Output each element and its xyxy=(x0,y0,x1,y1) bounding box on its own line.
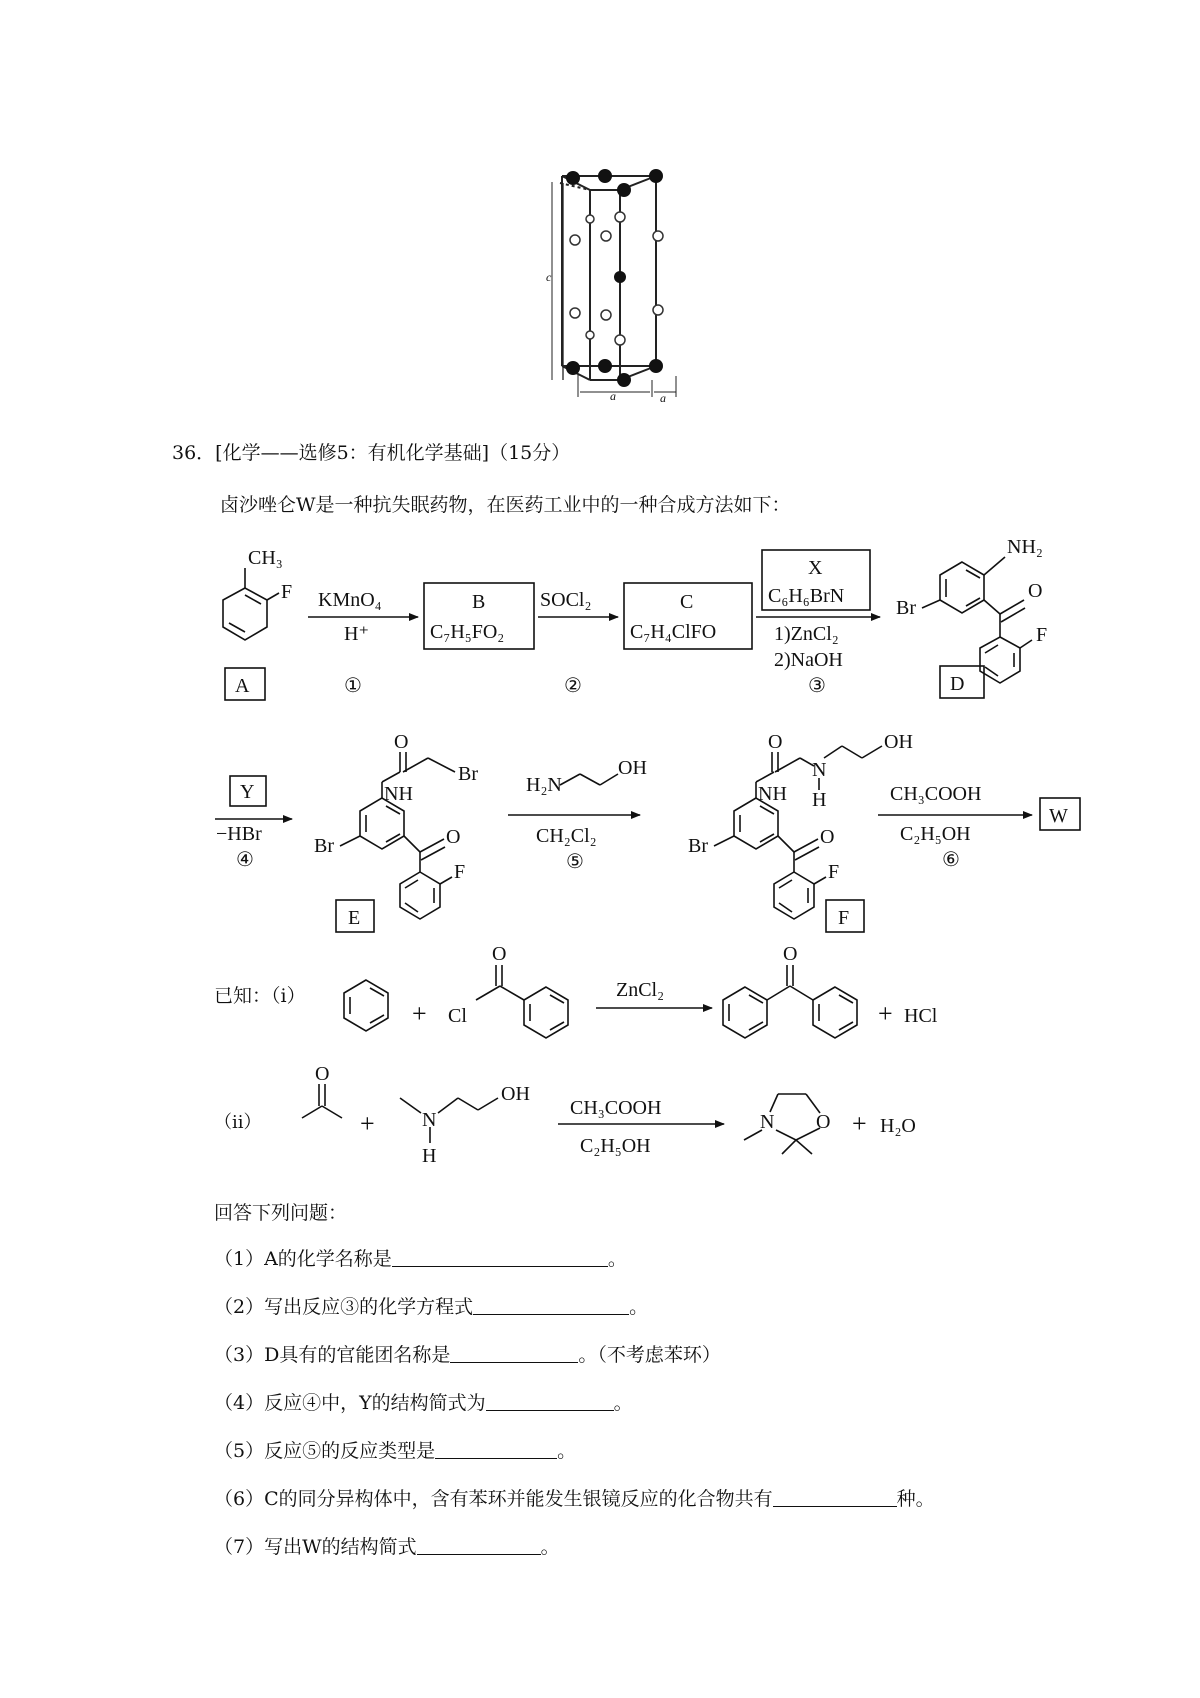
answer-prompt: 回答下列问题： xyxy=(214,1202,348,1224)
r2-plus: + xyxy=(360,1109,375,1138)
e-o: O xyxy=(394,731,409,753)
question-1: （1）A的化学名称是 。 xyxy=(214,1248,627,1270)
benzene-structure xyxy=(344,980,388,1031)
f-h: H xyxy=(812,789,827,811)
r2-plus2: + xyxy=(852,1109,867,1138)
r2-n: N xyxy=(422,1109,437,1131)
benzophenone-structure xyxy=(723,965,857,1038)
question-4: （4）反应④中，Y的结构简式为 。 xyxy=(214,1392,633,1414)
crystal-a-label-2: a xyxy=(660,391,666,405)
step3-num: ③ xyxy=(808,675,826,697)
answer-blank-6[interactable] xyxy=(773,1486,897,1507)
box-y xyxy=(230,776,266,806)
box-c xyxy=(624,583,752,649)
f-n: N xyxy=(812,759,827,781)
e-o2: O xyxy=(446,826,461,848)
label-f: F xyxy=(838,907,850,929)
compound-e-structure xyxy=(340,752,455,919)
d-f: F xyxy=(1036,624,1048,646)
oxazolidine-structure xyxy=(744,1094,820,1154)
question-3: （3）D具有的官能团名称是 。（不考虑苯环） xyxy=(214,1344,721,1366)
b-name: B xyxy=(472,591,486,613)
r1-plus2: + xyxy=(878,999,893,1028)
step2-num: ② xyxy=(564,675,582,697)
e-nh: NH xyxy=(384,783,413,805)
a-f: F xyxy=(281,581,293,603)
w-label: W xyxy=(1049,805,1068,827)
step6-num: ⑥ xyxy=(942,849,960,871)
r2-n2: N xyxy=(760,1111,775,1133)
x-name: X xyxy=(808,557,823,579)
r2-reagent: CH₃COOH xyxy=(570,1097,662,1119)
step1-num: ① xyxy=(344,675,362,697)
step5-oh: OH xyxy=(618,757,647,779)
r2-o2: O xyxy=(816,1111,831,1133)
label-box-d xyxy=(940,666,984,698)
r2-h: H xyxy=(422,1145,437,1167)
r2-o: O xyxy=(315,1063,330,1085)
answer-blank-5[interactable] xyxy=(435,1438,557,1459)
step6-solvent: C₂H₅OH xyxy=(900,823,971,845)
f-o2: O xyxy=(820,826,835,848)
box-x xyxy=(762,550,870,610)
r1-plus: + xyxy=(412,999,427,1028)
label-box-a xyxy=(225,668,265,700)
r2-solvent: C₂H₅OH xyxy=(580,1135,651,1157)
label-d: D xyxy=(950,673,965,695)
question-intro: 卤沙唑仑W是一种抗失眠药物，在医药工业中的一种合成方法如下： xyxy=(220,494,791,516)
answer-blank-2[interactable] xyxy=(473,1294,629,1315)
known-label: 已知：（ⅰ） xyxy=(214,985,306,1007)
box-w xyxy=(1040,798,1080,830)
step1-cond: H⁺ xyxy=(344,623,369,645)
question-6: （6）C的同分异构体中，含有苯环并能发生银镜反应的化合物共有 种。 xyxy=(214,1488,935,1510)
r2-oh: OH xyxy=(501,1083,530,1105)
f-br: Br xyxy=(688,835,708,857)
step1-reagent: KMnO₄ xyxy=(318,589,382,611)
step5-h2n: H₂N xyxy=(526,774,562,796)
step3-cond1: 1)ZnCl₂ xyxy=(774,623,839,645)
step4-reagent: Y xyxy=(240,781,255,803)
d-o: O xyxy=(1028,580,1043,602)
r2-label: （ⅱ） xyxy=(214,1112,262,1133)
b-formula: C₇H₅FO₂ xyxy=(430,621,505,643)
r1-catalyst: ZnCl₂ xyxy=(616,979,665,1001)
d-br: Br xyxy=(896,597,916,619)
r1-cl: Cl xyxy=(448,1005,467,1027)
f-o: O xyxy=(768,731,783,753)
answer-blank-4[interactable] xyxy=(486,1390,614,1411)
label-box-f xyxy=(826,900,864,932)
c-name: C xyxy=(680,591,694,613)
r1-o2: O xyxy=(783,943,798,965)
step3-cond2: 2)NaOH xyxy=(774,649,843,671)
question-5: （5）反应⑤的反应类型是 。 xyxy=(214,1440,577,1462)
question-7: （7）写出W的结构简式 。 xyxy=(214,1536,560,1558)
f-nh: NH xyxy=(758,783,787,805)
step4-byproduct: −HBr xyxy=(216,823,262,845)
acetone-structure xyxy=(302,1084,342,1118)
e-br: Br xyxy=(314,835,334,857)
answer-blank-3[interactable] xyxy=(450,1342,578,1363)
label-e: E xyxy=(348,907,361,929)
label-a: A xyxy=(235,675,250,697)
answer-blank-7[interactable] xyxy=(417,1534,541,1555)
step4-num: ④ xyxy=(236,849,254,871)
step5-num: ⑤ xyxy=(566,851,584,873)
question-list xyxy=(214,1244,935,1580)
answer-blank-1[interactable] xyxy=(392,1246,608,1267)
r2-h2o: H₂O xyxy=(880,1115,916,1137)
benzoyl-chloride-structure xyxy=(476,965,568,1038)
r1-hcl: HCl xyxy=(904,1005,938,1027)
step5-solvent: CH₂Cl₂ xyxy=(536,825,597,847)
crystal-a-label: a xyxy=(610,389,616,403)
d-nh2: NH₂ xyxy=(1007,536,1043,558)
e-br-side: Br xyxy=(458,763,478,785)
box-b xyxy=(424,583,534,649)
step2-reagent: SOCl₂ xyxy=(540,589,592,611)
step6-reagent: CH₃COOH xyxy=(890,783,982,805)
question-header: 36．[化学——选修5：有机化学基础]（15分） xyxy=(172,442,571,464)
crystal-c-label: c xyxy=(546,270,552,284)
e-f: F xyxy=(454,861,466,883)
compound-f-structure xyxy=(714,746,882,919)
c-formula: C₇H₄ClFO xyxy=(630,621,717,643)
label-box-e xyxy=(336,900,374,932)
r1-o: O xyxy=(492,943,507,965)
f-f: F xyxy=(828,861,840,883)
n-methylaminoethanol-structure xyxy=(400,1098,498,1143)
compound-a-structure xyxy=(223,568,279,640)
compound-d-structure xyxy=(922,557,1032,683)
a-ch3: CH₃ xyxy=(248,547,283,569)
question-2: （2）写出反应③的化学方程式 。 xyxy=(214,1296,649,1318)
x-formula: C₆H₆BrN xyxy=(768,585,845,607)
f-oh: OH xyxy=(884,731,913,753)
